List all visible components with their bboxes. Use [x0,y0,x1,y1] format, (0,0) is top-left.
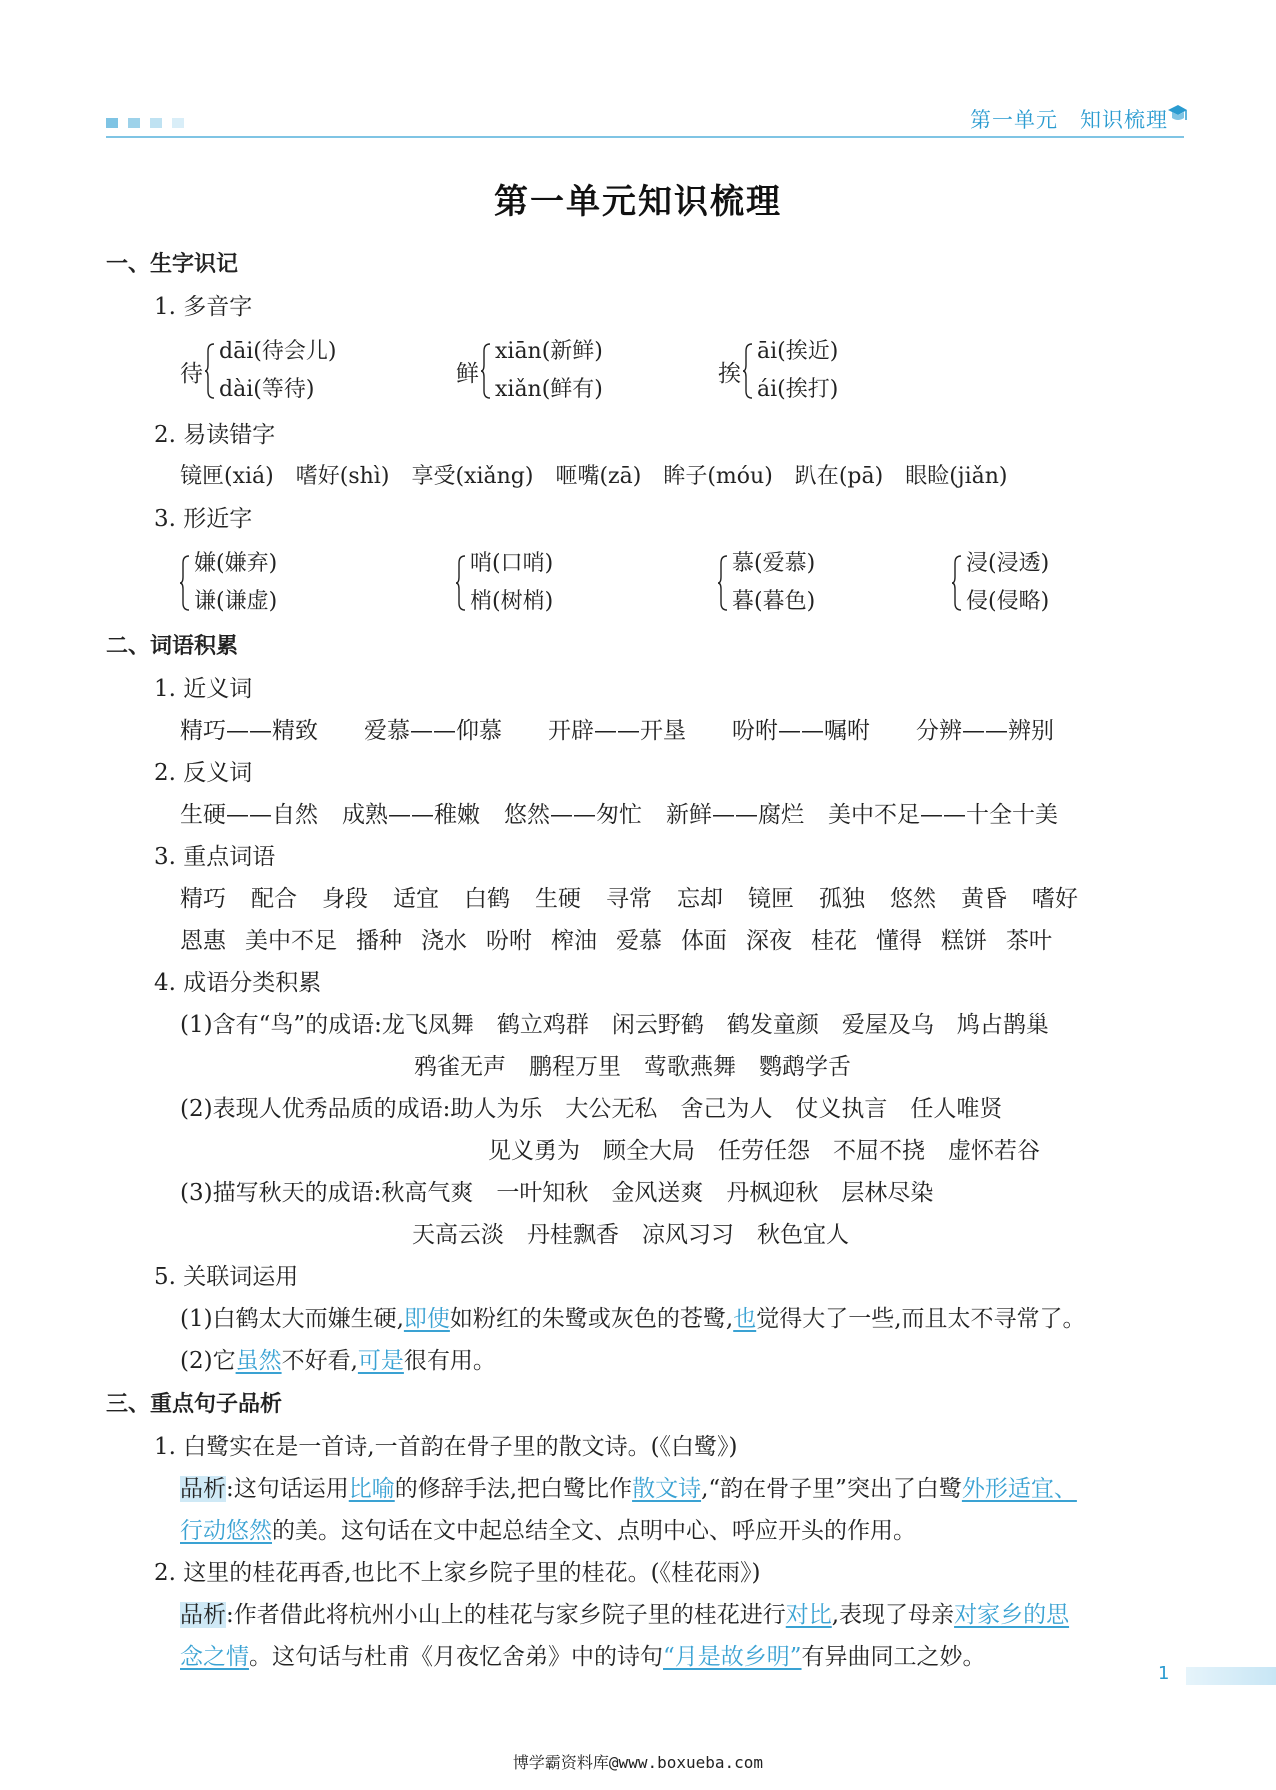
key-word: 悠然 [890,886,936,912]
analysis-text: ,表现了母亲 [831,1602,955,1628]
misread-pinyin: (zā) [599,464,642,489]
polyphone-reading: āi(挨近) [757,339,839,364]
analysis-text: :这句话运用 [226,1476,349,1502]
misread-pinyin: (xiá) [224,464,274,489]
idioms-character-line-2: 见义勇为 顾全大局 任劳任怨 不屈不挠 虚怀若谷 [488,1138,1040,1164]
key-word: 嗜好 [1032,886,1078,912]
polyphone-reading: dài(等待) [219,377,315,402]
answer-fill: 念之情 [180,1644,249,1670]
misread-word: 镜匣 [180,464,225,489]
sentence-question-1: 1. 白鹭实在是一首诗,一首韵在骨子里的散文诗。(《白鹭》) [154,1434,738,1460]
header-decoration [106,118,184,128]
brace-icon [205,343,215,399]
key-word: 生硬 [535,886,581,912]
section-heading-1: 一、生字识记 [106,252,239,277]
running-header [970,104,1168,134]
analysis-label: 品析 [180,1602,226,1628]
similar-char: 谦(谦虚) [194,589,278,614]
misread-pinyin: (móu) [707,464,773,489]
misread-item [411,462,533,492]
sub-heading-misread: 2. 易读错字 [154,422,276,448]
similar-char: 梢(树梢) [470,589,554,614]
brace-icon [180,555,190,611]
sentence-text: (1)白鹤太大而嫌生硬, [180,1306,404,1332]
key-words-row-1 [180,884,1078,914]
answer-fill: “月是故乡明” [663,1644,802,1670]
misread-word: 咂嘴 [555,464,600,489]
misread-item [905,462,1007,492]
analysis-2-line-2 [180,1642,986,1672]
similar-char: 暮(暮色) [732,589,816,614]
sub-heading-polyphones: 1. 多音字 [154,294,253,320]
sub-heading-antonyms: 2. 反义词 [154,760,253,786]
key-word: 体面 [681,928,727,954]
brace-icon [481,343,491,399]
misread-item [555,462,641,492]
synonym-pair: 分辨——辨别 [916,718,1054,744]
idioms-bird-line-2: 鸦雀无声 鹏程万里 莺歌燕舞 鹦鹉学舌 [414,1054,851,1080]
sentence-text: 如粉红的朱鹭或灰色的苍鹭, [449,1306,734,1332]
analysis-1-line-2 [180,1516,916,1546]
key-word: 配合 [251,886,297,912]
synonym-pair: 开辟——开垦 [548,718,686,744]
polyphone-reading: xiān(新鲜) [495,339,603,364]
misread-item [795,462,883,492]
key-word: 适宜 [393,886,439,912]
key-word: 糕饼 [941,928,987,954]
answer-fill: 散文诗 [632,1476,702,1502]
polyphone-char: 鲜 [456,360,479,387]
analysis-text: 。这句话与杜甫《月夜忆舍弟》中的诗句 [249,1644,663,1670]
key-word: 深夜 [746,928,792,954]
similar-group [952,545,1049,621]
sentence-text: 不好看, [281,1348,358,1374]
key-word: 榨油 [551,928,597,954]
key-word: 爱慕 [616,928,662,954]
sentence-text: 觉得大了一些,而且太不寻常了。 [756,1306,1086,1332]
polyphone-char: 挨 [718,360,741,387]
answer-fill: 可是 [357,1348,404,1374]
polyphone-char: 待 [180,360,203,387]
antonym-pair: 生硬——自然 [180,802,318,828]
polyphone-reading: xiǎn(鲜有) [495,377,603,402]
answer-fill: 即使 [403,1306,450,1332]
idioms-bird-line-1: (1)含有“鸟”的成语:龙飞凤舞 鹤立鸡群 闲云野鹤 鹤发童颜 爱屋及乌 鸠占鹊巢 [180,1012,1049,1038]
similar-char: 嫌(嫌弃) [194,551,278,576]
synonym-pair: 吩咐——嘱咐 [732,718,870,744]
key-word: 桂花 [811,928,857,954]
key-word: 孤独 [819,886,865,912]
key-word: 寻常 [606,886,652,912]
section-heading-2: 二、词语积累 [106,634,239,659]
idioms-autumn-line-2: 天高云淡 丹桂飘香 凉风习习 秋色宜人 [412,1222,849,1248]
footer-watermark: 博学霸资料库@www.boxueba.com [512,1753,764,1772]
key-word: 茶叶 [1006,928,1052,954]
sub-heading-conjunctions: 5. 关联词运用 [154,1264,299,1290]
polyphone-group [718,333,838,409]
page-title: 第一单元知识梳理 [494,182,782,222]
answer-fill: 对家乡的思 [954,1602,1070,1628]
sentence-question-2: 2. 这里的桂花再香,也比不上家乡院子里的桂花。(《桂花雨》) [154,1560,761,1586]
brace-icon [743,343,753,399]
similar-group [180,545,277,621]
antonym-pair: 悠然——匆忙 [504,802,642,828]
analysis-2-line-1 [180,1600,1069,1630]
sub-heading-idioms: 4. 成语分类积累 [154,970,322,996]
graduation-cap-icon [1166,100,1188,128]
key-word: 播种 [356,928,402,954]
polyphone-group [456,333,603,409]
antonym-pair: 新鲜——腐烂 [666,802,804,828]
header-rule [106,136,1184,138]
antonym-pair: 成熟——稚嫩 [342,802,480,828]
misread-pinyin: (jiǎn) [949,464,1008,489]
key-word: 吩咐 [486,928,532,954]
misread-list [180,462,1008,492]
key-word: 白鹤 [464,886,510,912]
key-word: 身段 [322,886,368,912]
analysis-text: :作者借此将杭州小山上的桂花与家乡院子里的桂花进行 [226,1602,786,1628]
conjunction-sentence-2 [180,1346,496,1376]
header-unit: 第一单元 [970,108,1058,132]
synonym-pair: 精巧——精致 [180,718,318,744]
analysis-label: 品析 [180,1476,226,1502]
answer-fill: 也 [733,1306,757,1332]
analysis-text: 的美。这句话在文中起总结全文、点明中心、呼应开头的作用。 [272,1518,916,1544]
header-section: 知识梳理 [1080,108,1168,132]
antonym-pair: 美中不足——十全十美 [828,802,1058,828]
analysis-1-line-1 [180,1474,1077,1504]
misread-word: 享受 [411,464,456,489]
misread-pinyin: (pā) [838,464,884,489]
idioms-autumn-line-1: (3)描写秋天的成语:秋高气爽 一叶知秋 金风送爽 丹枫迎秋 层林尽染 [180,1180,934,1206]
misread-word: 嗜好 [295,464,340,489]
key-word: 精巧 [180,886,226,912]
similar-char: 慕(爱慕) [732,551,816,576]
sub-heading-key-words: 3. 重点词语 [154,844,276,870]
similar-char: 浸(浸透) [966,551,1050,576]
brace-icon [718,555,728,611]
answer-fill: 对比 [785,1602,832,1628]
similar-char: 哨(口哨) [470,551,554,576]
misread-word: 眸子 [663,464,708,489]
synonym-pair: 爱慕——仰慕 [364,718,502,744]
answer-fill: 比喻 [348,1476,395,1502]
answer-fill: 外形适宜、 [961,1476,1077,1502]
polyphone-reading: dāi(待会儿) [219,339,337,364]
key-word: 镜匣 [748,886,794,912]
misread-word: 眼睑 [905,464,950,489]
conjunction-sentence-1 [180,1304,1086,1334]
misread-word: 趴在 [794,464,839,489]
similar-group [718,545,815,621]
brace-icon [456,555,466,611]
misread-pinyin: (shì) [339,464,390,489]
footer-decoration [1186,1667,1276,1685]
sentence-text: (2)它 [180,1348,236,1374]
key-words-row-2 [180,926,1052,956]
sub-heading-synonyms: 1. 近义词 [154,676,253,702]
idioms-character-line-1: (2)表现人优秀品质的成语:助人为乐 大公无私 舍己为人 仗义执言 任人唯贤 [180,1096,1003,1122]
misread-pinyin: (xiǎng) [455,464,534,489]
misread-item [180,462,274,492]
key-word: 美中不足 [245,928,337,954]
polyphone-group [180,333,336,409]
brace-icon [952,555,962,611]
key-word: 忘却 [677,886,723,912]
sentence-text: 很有用。 [403,1348,496,1374]
answer-fill: 行动悠然 [180,1518,272,1544]
analysis-text: 的修辞手法,把白鹭比作 [394,1476,633,1502]
key-word: 黄昏 [961,886,1007,912]
section-heading-3: 三、重点句子品析 [106,1392,283,1417]
misread-item [663,462,772,492]
similar-group [456,545,553,621]
analysis-text: 有异曲同工之妙。 [801,1644,986,1670]
analysis-text: ,“韵在骨子里”突出了白鹭 [701,1476,962,1502]
misread-item [296,462,390,492]
answer-fill: 虽然 [235,1348,282,1374]
synonym-list [180,716,1054,746]
sub-heading-similar: 3. 形近字 [154,506,253,532]
antonym-list [180,800,1058,830]
key-word: 懂得 [876,928,922,954]
key-word: 恩惠 [180,928,226,954]
key-word: 浇水 [421,928,467,954]
polyphone-reading: ái(挨打) [757,377,839,402]
page-number: 1 [1158,1663,1170,1684]
similar-char: 侵(侵略) [966,589,1050,614]
